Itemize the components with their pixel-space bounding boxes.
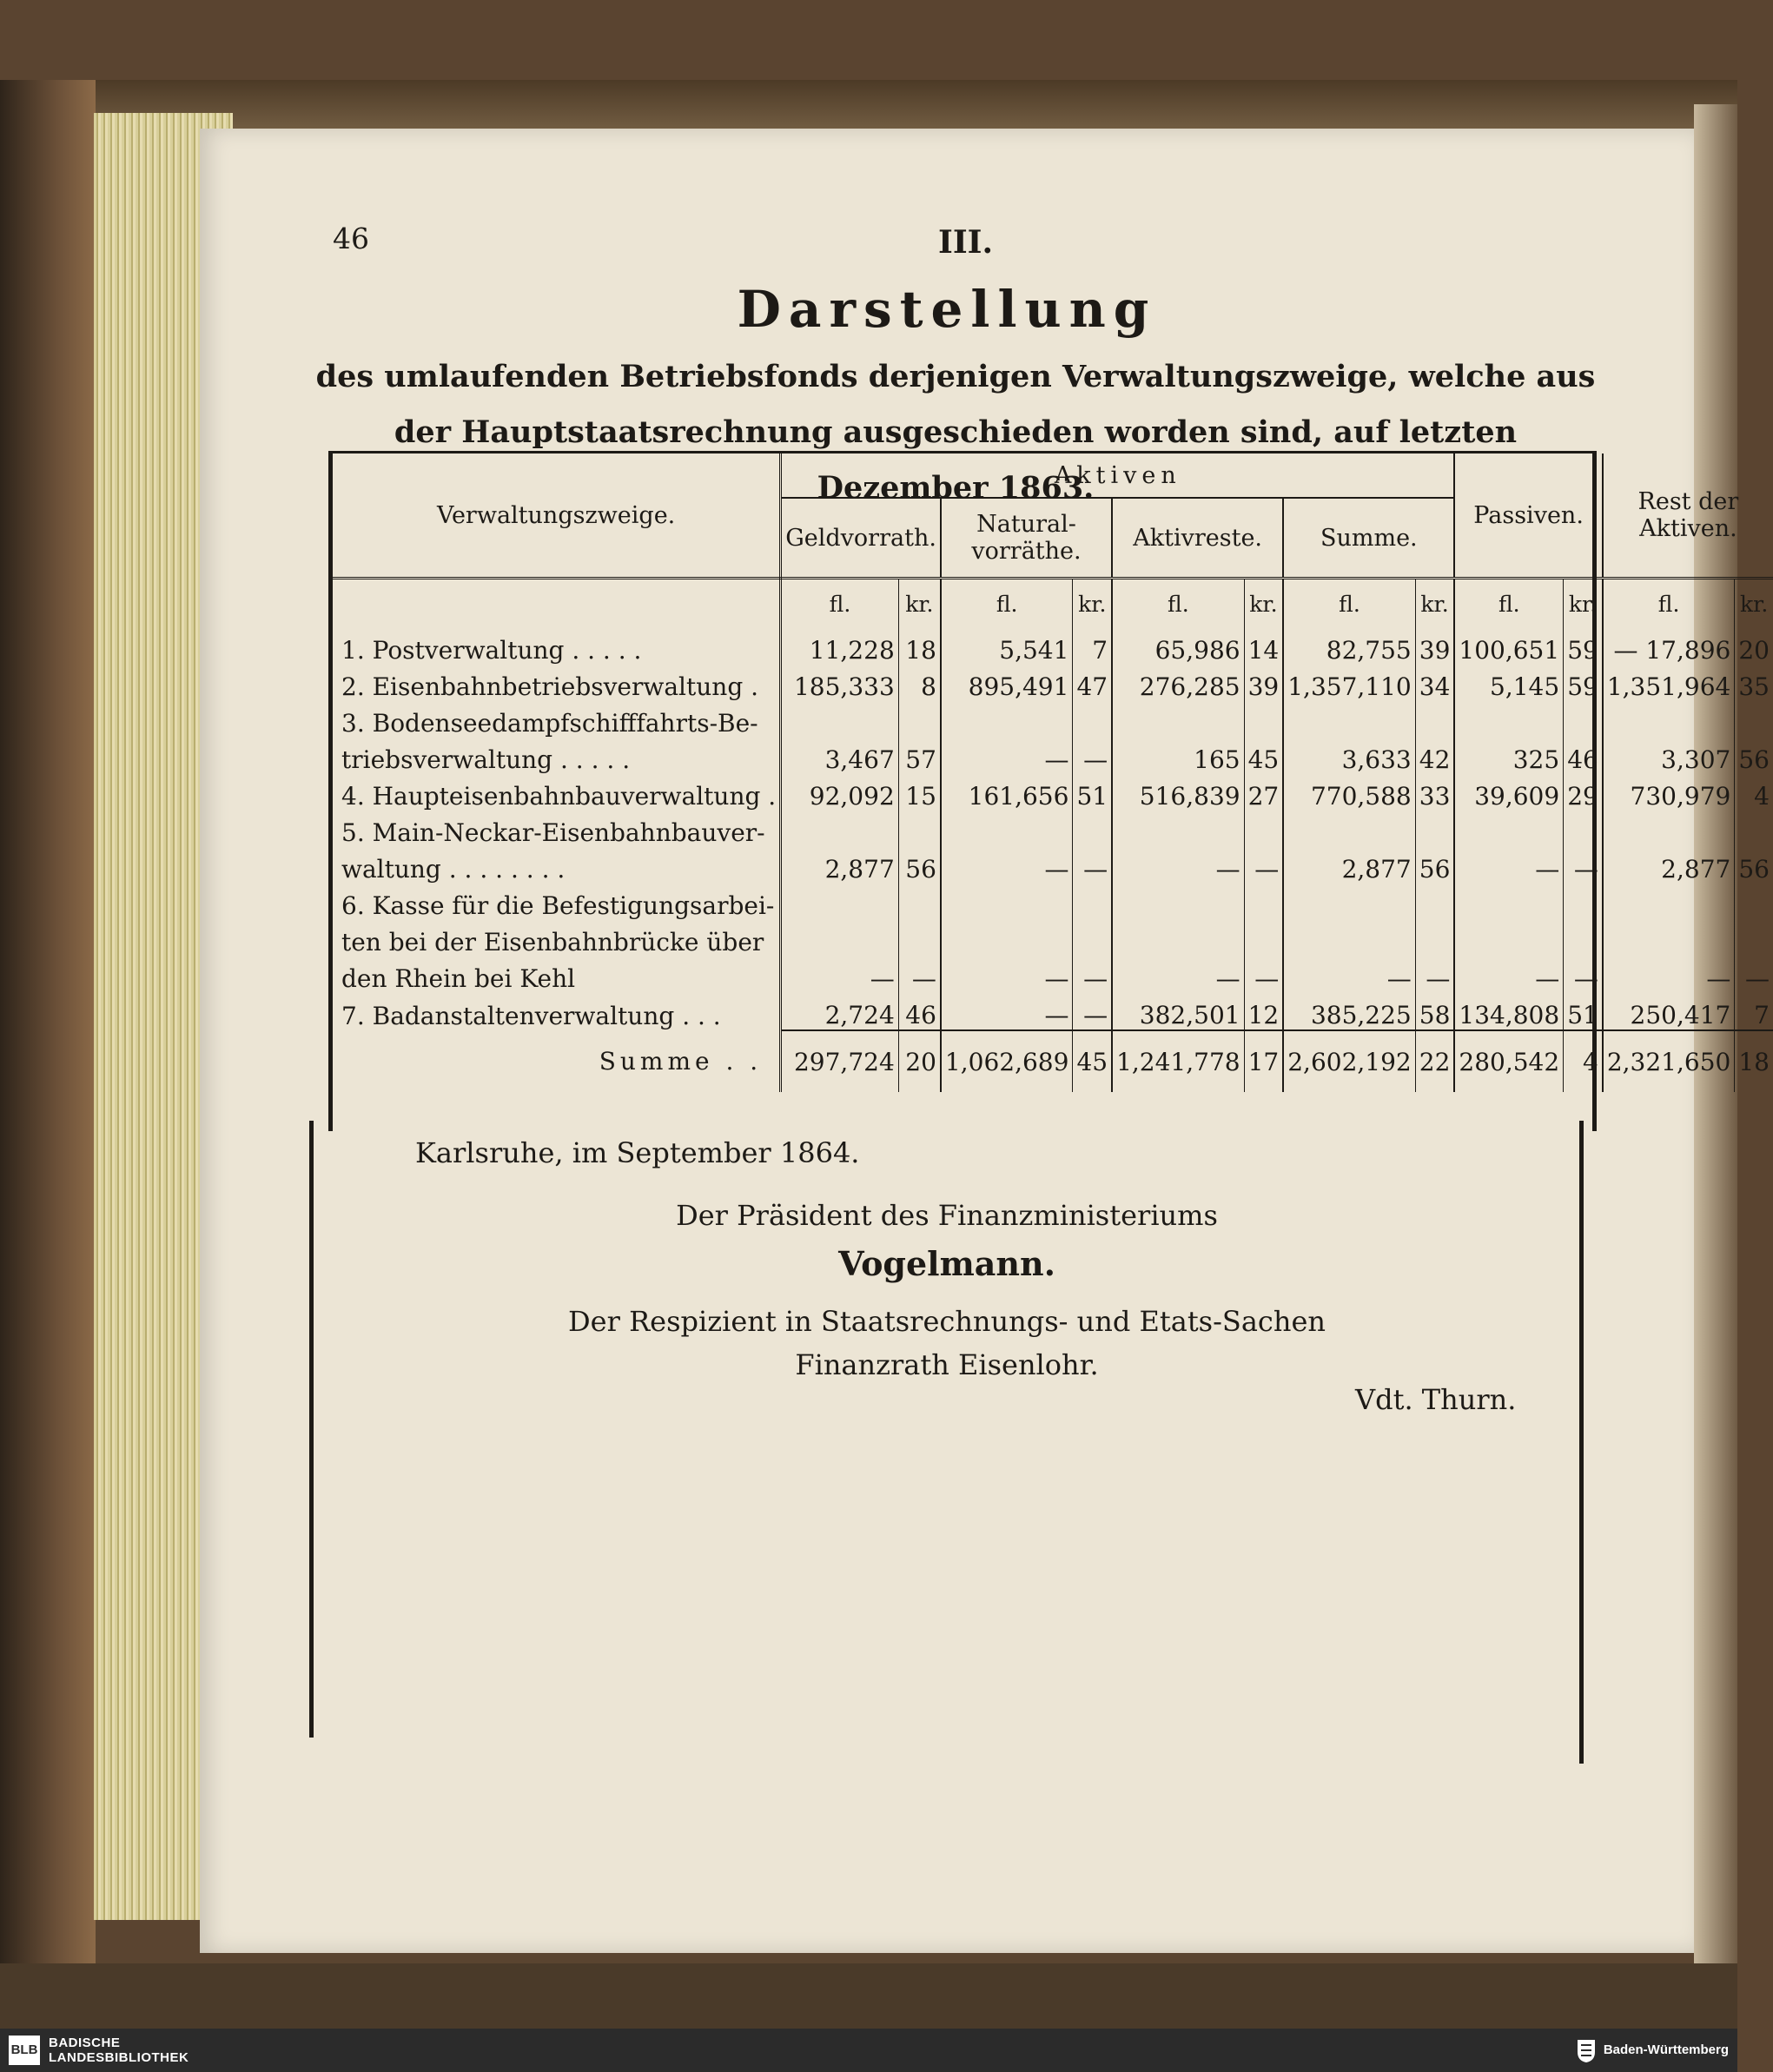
cell-akt-kr: — — [1244, 957, 1283, 993]
cell-akt-fl — [1112, 701, 1244, 738]
cell-pass-kr: 29 — [1564, 774, 1603, 811]
fund-table — [328, 451, 1770, 1131]
cell-pass-kr: 51 — [1564, 993, 1603, 1030]
row-branch-name: triebsverwaltung . . . . . — [333, 738, 781, 774]
cell-geld-fl: 92,092 — [781, 774, 899, 811]
cell-akt-kr — [1244, 811, 1283, 847]
header-aktiven: Aktiven — [781, 453, 1455, 498]
cell-pass-kr: — — [1564, 957, 1603, 993]
blb-logo[interactable]: BLB — [9, 2036, 40, 2065]
cell-rest-kr: 56 — [1738, 745, 1770, 774]
total-sum-kr: 22 — [1415, 1030, 1454, 1092]
cell-akt-fl — [1112, 920, 1244, 957]
total-rest-fl: 2,321,650 — [1603, 1030, 1735, 1092]
cell-akt-kr: 12 — [1244, 993, 1283, 1030]
cell-sum-fl — [1283, 701, 1415, 738]
row-branch-name: 4. Haupteisenbahnbauverwaltung . — [333, 774, 781, 811]
unit-kr: kr. — [898, 579, 941, 629]
cell-nat-fl: — — [941, 738, 1073, 774]
cell-nat-kr — [1073, 701, 1112, 738]
cell-pass-fl: 39,609 — [1454, 774, 1563, 811]
table-row — [333, 993, 1773, 1030]
table-row — [333, 811, 1773, 847]
cell-geld-fl: 3,467 — [781, 738, 899, 774]
unit-kr: kr. — [1073, 579, 1112, 629]
unit-fl: fl. — [781, 579, 899, 629]
cell-geld-kr: 8 — [898, 665, 941, 701]
cell-pass-fl: 5,145 — [1454, 665, 1563, 701]
cell-geld-kr — [898, 701, 941, 738]
cell-rest-fl — [1603, 811, 1735, 847]
total-pass-fl: 280,542 — [1454, 1030, 1563, 1092]
cell-rest-fl: — — [1603, 957, 1735, 993]
cell-nat-fl: — — [941, 957, 1073, 993]
cell-geld-fl — [781, 811, 899, 847]
header-natural: Natural-vorräthe. — [941, 498, 1112, 579]
cell-geld-kr: 15 — [898, 774, 941, 811]
cell-nat-fl: 161,656 — [941, 774, 1073, 811]
cell-rest-fl: — 17,896 — [1603, 628, 1735, 665]
cell-geld-fl — [781, 920, 899, 957]
page-heading: Darstellung — [737, 280, 1157, 339]
cell-nat-fl — [941, 920, 1073, 957]
cell-geld-fl: 11,228 — [781, 628, 899, 665]
cell-sum-kr: 34 — [1415, 665, 1454, 701]
cell-nat-kr: — — [1073, 738, 1112, 774]
cell-geld-kr — [898, 920, 941, 957]
cell-geld-fl — [781, 701, 899, 738]
cell-akt-fl: 516,839 — [1112, 774, 1244, 811]
cell-pass-kr: 59 — [1564, 665, 1603, 701]
cell-pass-fl: 100,651 — [1454, 628, 1563, 665]
cell-nat-kr — [1073, 884, 1112, 920]
cell-pass-fl: 134,808 — [1454, 993, 1563, 1030]
place-date: Karlsruhe, im September 1864. — [415, 1136, 860, 1169]
cell-akt-kr: — — [1244, 847, 1283, 884]
row-branch-name: 7. Badanstaltenverwaltung . . . — [333, 993, 781, 1030]
unit-fl: fl. — [1603, 579, 1735, 629]
footer-bar — [0, 2029, 1737, 2072]
cell-sum-fl: — — [1283, 957, 1415, 993]
section-numeral: III. — [938, 224, 994, 261]
table-row — [333, 884, 1773, 920]
cell-geld-kr: 56 — [898, 847, 941, 884]
book-bottom — [0, 1963, 1737, 2029]
cell-akt-fl: 276,285 — [1112, 665, 1244, 701]
cell-rest-kr: — — [1744, 964, 1770, 993]
vidit-note: Vdt. Thurn. — [1355, 1383, 1517, 1416]
cell-sum-kr: 42 — [1415, 738, 1454, 774]
unit-fl: fl. — [941, 579, 1073, 629]
total-geld-kr: 20 — [898, 1030, 941, 1092]
cell-akt-fl — [1112, 811, 1244, 847]
page-subheading: des umlaufenden Betriebsfonds derjenigen Verwaltungszweige, welche aus der Hauptstaatsrechnung ausgeschieden worden sind, auf letzten Dezember 1863. — [315, 359, 1596, 506]
unit-kr: kr. — [1564, 579, 1603, 629]
cell-geld-kr — [898, 884, 941, 920]
cell-nat-fl: 895,491 — [941, 665, 1073, 701]
cell-geld-kr: 18 — [898, 628, 941, 665]
cell-akt-kr: 27 — [1244, 774, 1283, 811]
table-row — [333, 665, 1773, 701]
cell-akt-fl — [1112, 884, 1244, 920]
cell-akt-fl: 382,501 — [1112, 993, 1244, 1030]
cell-geld-kr: 57 — [898, 738, 941, 774]
cell-sum-fl: 82,755 — [1283, 628, 1415, 665]
total-label: Summe . . — [333, 1030, 781, 1092]
cell-sum-kr: — — [1415, 957, 1454, 993]
cell-rest-fl: 2,877 — [1603, 847, 1735, 884]
header-passiven: Passiven. — [1454, 453, 1602, 579]
cell-nat-kr — [1073, 811, 1112, 847]
cell-geld-fl: 2,724 — [781, 993, 899, 1030]
cell-geld-fl — [781, 884, 899, 920]
cell-rest-kr: 56 — [1738, 855, 1770, 884]
cell-akt-kr: 39 — [1244, 665, 1283, 701]
row-branch-name: 1. Postverwaltung . . . . . — [333, 628, 781, 665]
cell-sum-kr — [1415, 701, 1454, 738]
cell-sum-fl: 3,633 — [1283, 738, 1415, 774]
unit-fl: fl. — [1454, 579, 1563, 629]
signature-title-president: Der Präsident des Finanzministeriums — [676, 1199, 1218, 1232]
cell-nat-kr: 51 — [1073, 774, 1112, 811]
signature-name-respizient: Finanzrath Eisenlohr. — [795, 1348, 1099, 1381]
cell-sum-fl: 1,357,110 — [1283, 665, 1415, 701]
cell-nat-kr: — — [1073, 957, 1112, 993]
cell-nat-fl: 5,541 — [941, 628, 1073, 665]
cell-pass-fl: 325 — [1454, 738, 1563, 774]
row-branch-name: 5. Main-Neckar-Eisenbahnbauver- — [333, 811, 781, 847]
cell-nat-fl — [941, 811, 1073, 847]
cell-sum-kr: 33 — [1415, 774, 1454, 811]
header-rest: Rest der Aktiven. — [1603, 453, 1773, 579]
cell-geld-kr — [898, 811, 941, 847]
cell-rest-fl: 3,307 — [1603, 738, 1735, 774]
cell-rest-fl — [1603, 884, 1735, 920]
cell-geld-kr: 46 — [898, 993, 941, 1030]
total-rest-kr: 18 — [1735, 1030, 1773, 1092]
blb-line1: BADISCHE — [49, 2036, 121, 2050]
unit-fl: fl. — [1283, 579, 1415, 629]
cell-rest-fl: 730,979 — [1603, 774, 1735, 811]
unit-kr: kr. — [1415, 579, 1454, 629]
cell-nat-kr: — — [1073, 993, 1112, 1030]
cell-rest-kr: 35 — [1738, 672, 1770, 701]
cell-sum-fl — [1283, 811, 1415, 847]
cell-sum-kr — [1415, 920, 1454, 957]
bw-name[interactable]: Baden-Württemberg — [1603, 2042, 1729, 2057]
cell-geld-fl: 185,333 — [781, 665, 899, 701]
cell-rest-fl — [1603, 920, 1735, 957]
cell-rest-kr: 4 — [1754, 782, 1770, 811]
unit-kr: kr. — [1740, 591, 1769, 617]
cell-akt-kr: 45 — [1244, 738, 1283, 774]
cell-rest-kr: 7 — [1754, 1001, 1770, 1029]
book-cover-left — [0, 80, 96, 2030]
table-row — [333, 774, 1773, 811]
cell-nat-kr — [1073, 920, 1112, 957]
row-branch-name: ten bei der Eisenbahnbrücke über — [333, 920, 781, 957]
cell-pass-kr: 46 — [1564, 738, 1603, 774]
cell-akt-kr — [1244, 920, 1283, 957]
cell-nat-fl: — — [941, 993, 1073, 1030]
table-row — [333, 628, 1773, 665]
table-row — [333, 957, 1773, 993]
cell-rest-kr — [1735, 811, 1773, 847]
cell-rest-fl: 250,417 — [1603, 993, 1735, 1030]
blb-line2: LANDESBIBLIOTHEK — [49, 2050, 189, 2065]
header-geldvorrath: Geldvorrath. — [781, 498, 941, 579]
cell-geld-fl: — — [781, 957, 899, 993]
row-branch-name: waltung . . . . . . . . — [333, 847, 781, 884]
total-geld-fl: 297,724 — [781, 1030, 899, 1092]
cell-pass-fl: — — [1454, 847, 1563, 884]
cell-rest-kr — [1735, 884, 1773, 920]
table-row — [333, 847, 1773, 884]
cell-sum-fl — [1283, 920, 1415, 957]
cell-pass-kr — [1564, 701, 1603, 738]
total-akt-fl: 1,241,778 — [1112, 1030, 1244, 1092]
cell-rest-kr — [1735, 701, 1773, 738]
cell-nat-kr: 47 — [1073, 665, 1112, 701]
cell-pass-kr — [1564, 920, 1603, 957]
cell-nat-fl — [941, 701, 1073, 738]
row-branch-name: 6. Kasse für die Befestigungsarbei- — [333, 884, 781, 920]
page-number: 46 — [333, 222, 369, 255]
cell-rest-kr: 20 — [1738, 636, 1770, 665]
signature-name-president: Vogelmann. — [838, 1244, 1055, 1283]
total-akt-kr: 17 — [1244, 1030, 1283, 1092]
cell-akt-kr — [1244, 701, 1283, 738]
row-branch-name: den Rhein bei Kehl — [333, 957, 781, 993]
cell-nat-fl: — — [941, 847, 1073, 884]
row-branch-name: 2. Eisenbahnbetriebsverwaltung . — [333, 665, 781, 701]
cell-pass-fl — [1454, 884, 1563, 920]
cell-pass-kr — [1564, 884, 1603, 920]
header-branch: Verwaltungszweige. — [333, 453, 781, 579]
cell-pass-kr: — — [1564, 847, 1603, 884]
cell-nat-fl — [941, 884, 1073, 920]
total-nat-fl: 1,062,689 — [941, 1030, 1073, 1092]
cell-akt-fl: 165 — [1112, 738, 1244, 774]
unit-fl: fl. — [1112, 579, 1244, 629]
cell-rest-fl — [1603, 701, 1735, 738]
total-nat-kr: 45 — [1073, 1030, 1112, 1092]
cell-sum-kr: 58 — [1415, 993, 1454, 1030]
cell-sum-fl: 385,225 — [1283, 993, 1415, 1030]
signature-title-respizient: Der Respizient in Staatsrechnungs- und Etats-Sachen — [568, 1305, 1326, 1338]
cell-sum-fl: 2,877 — [1283, 847, 1415, 884]
cell-pass-fl: — — [1454, 957, 1563, 993]
row-branch-name: 3. Bodenseedampfschifffahrts-Be- — [333, 701, 781, 738]
cell-akt-kr: 14 — [1244, 628, 1283, 665]
unit-row — [333, 579, 1773, 629]
cell-sum-fl: 770,588 — [1283, 774, 1415, 811]
table-row — [333, 738, 1773, 774]
cell-sum-kr: 56 — [1415, 847, 1454, 884]
total-pass-kr: 4 — [1564, 1030, 1603, 1092]
cell-sum-fl — [1283, 884, 1415, 920]
cell-rest-kr — [1735, 920, 1773, 957]
cell-akt-kr — [1244, 884, 1283, 920]
cell-akt-fl: — — [1112, 847, 1244, 884]
cell-pass-kr — [1564, 811, 1603, 847]
total-sum-fl: 2,602,192 — [1283, 1030, 1415, 1092]
cell-pass-kr: 59 — [1564, 628, 1603, 665]
cell-pass-fl — [1454, 811, 1563, 847]
cell-geld-fl: 2,877 — [781, 847, 899, 884]
header-aktivreste: Aktivreste. — [1112, 498, 1283, 579]
lions-crest-icon — [1574, 2036, 1598, 2064]
cell-geld-kr: — — [898, 957, 941, 993]
cell-nat-kr: 7 — [1073, 628, 1112, 665]
cell-rest-fl: 1,351,964 — [1603, 665, 1735, 701]
table-row — [333, 920, 1773, 957]
cell-sum-kr: 39 — [1415, 628, 1454, 665]
cell-sum-kr — [1415, 884, 1454, 920]
table-row — [333, 701, 1773, 738]
cell-pass-fl — [1454, 920, 1563, 957]
cell-pass-fl — [1454, 701, 1563, 738]
total-row — [333, 1030, 1773, 1092]
cell-sum-kr — [1415, 811, 1454, 847]
cell-akt-fl: — — [1112, 957, 1244, 993]
unit-kr: kr. — [1244, 579, 1283, 629]
cell-nat-kr: — — [1073, 847, 1112, 884]
header-summe: Summe. — [1283, 498, 1454, 579]
blb-name[interactable] — [49, 2036, 189, 2065]
cell-akt-fl: 65,986 — [1112, 628, 1244, 665]
